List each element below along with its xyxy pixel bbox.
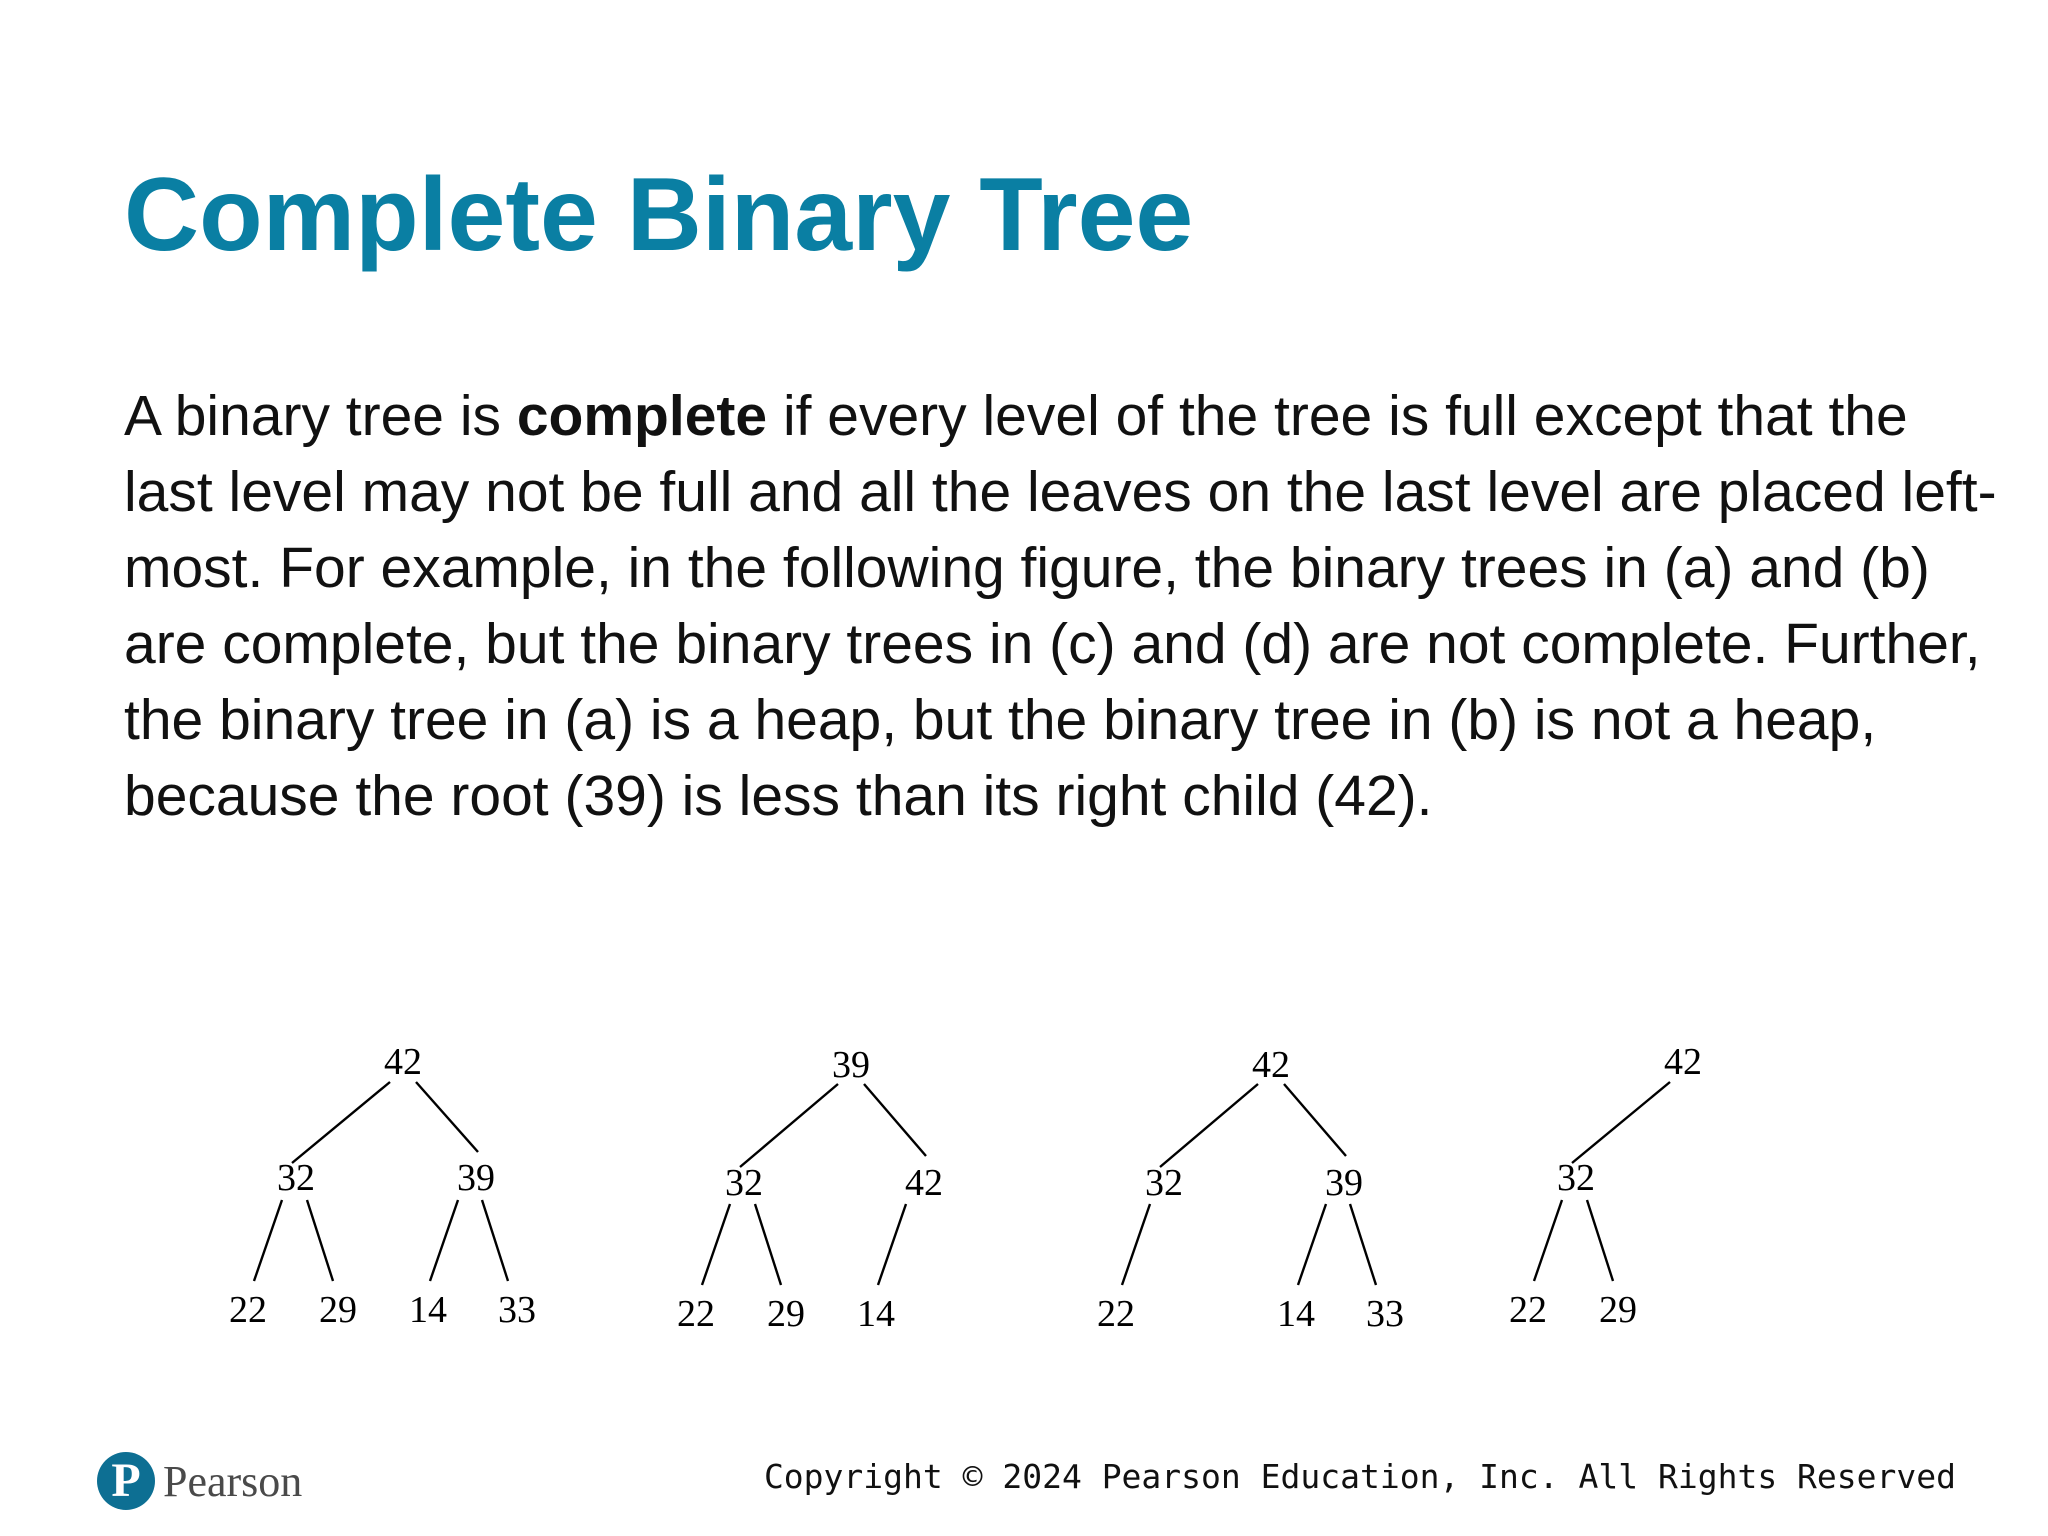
tree-edge <box>1350 1204 1376 1285</box>
copyright-notice: Copyright © 2024 Pearson Education, Inc. All Rights Reserved <box>763 1457 1956 1496</box>
tree-node: 32 <box>277 1157 315 1199</box>
tree-d <box>1509 1041 1702 1331</box>
tree-node: 39 <box>1325 1162 1363 1204</box>
tree-edge <box>740 1084 838 1167</box>
tree-node: 42 <box>1252 1044 1290 1086</box>
tree-node: 14 <box>409 1289 447 1331</box>
tree-edge <box>1587 1200 1613 1281</box>
tree-edge <box>482 1200 508 1281</box>
tree-edge <box>1160 1084 1258 1167</box>
tree-edge <box>416 1082 478 1152</box>
tree-node: 22 <box>229 1289 267 1331</box>
tree-b <box>677 1044 943 1335</box>
tree-node: 29 <box>319 1289 357 1331</box>
tree-c <box>1097 1044 1404 1335</box>
tree-edge <box>755 1204 781 1285</box>
tree-edge <box>307 1200 333 1281</box>
tree-edge <box>254 1200 282 1281</box>
tree-node: 22 <box>677 1293 715 1335</box>
tree-edge <box>1298 1204 1326 1285</box>
tree-node: 22 <box>1509 1289 1547 1331</box>
tree-node: 33 <box>1366 1293 1404 1335</box>
tree-node: 42 <box>1664 1041 1702 1083</box>
tree-node: 42 <box>384 1041 422 1083</box>
body-text-intro: A binary tree is <box>124 384 517 448</box>
tree-edge <box>864 1084 926 1156</box>
slide-title: Complete Binary Tree <box>124 157 1194 273</box>
tree-edge <box>702 1204 730 1285</box>
tree-edge <box>292 1082 390 1163</box>
tree-edge <box>430 1200 458 1281</box>
tree-node: 32 <box>1145 1162 1183 1204</box>
tree-edge <box>1284 1084 1346 1156</box>
tree-node: 29 <box>767 1293 805 1335</box>
body-text-rest: if every level of the tree is full except that the last level may not be full and all the leaves on the last level are placed left-most. For example, in the following figure, the binary trees in (a) and (b) are complete, but the binary trees in (c) and (d) are not complete. Further, the binary tree in (a) is a heap, but the binary tree in (b) is not a heap, because the root (39) is less than its right child (42). <box>124 384 1997 828</box>
tree-edge <box>1572 1082 1670 1163</box>
tree-edge <box>1534 1200 1562 1281</box>
tree-edge <box>1122 1204 1150 1285</box>
pearson-p-icon: P <box>97 1452 155 1510</box>
tree-a <box>229 1041 536 1331</box>
tree-node: 42 <box>905 1162 943 1204</box>
pearson-logo <box>97 1452 302 1510</box>
tree-node: 32 <box>1557 1157 1595 1199</box>
body-text-emphasis: complete <box>516 384 768 448</box>
tree-node: 22 <box>1097 1293 1135 1335</box>
tree-node: 14 <box>857 1293 895 1335</box>
tree-edge <box>878 1204 906 1285</box>
pearson-wordmark: Pearson <box>163 1456 303 1506</box>
tree-node: 33 <box>498 1289 536 1331</box>
tree-node: 39 <box>457 1157 495 1199</box>
tree-node: 29 <box>1599 1289 1637 1331</box>
tree-node: 39 <box>832 1044 870 1086</box>
tree-node: 14 <box>1277 1293 1315 1335</box>
tree-node: 32 <box>725 1162 763 1204</box>
